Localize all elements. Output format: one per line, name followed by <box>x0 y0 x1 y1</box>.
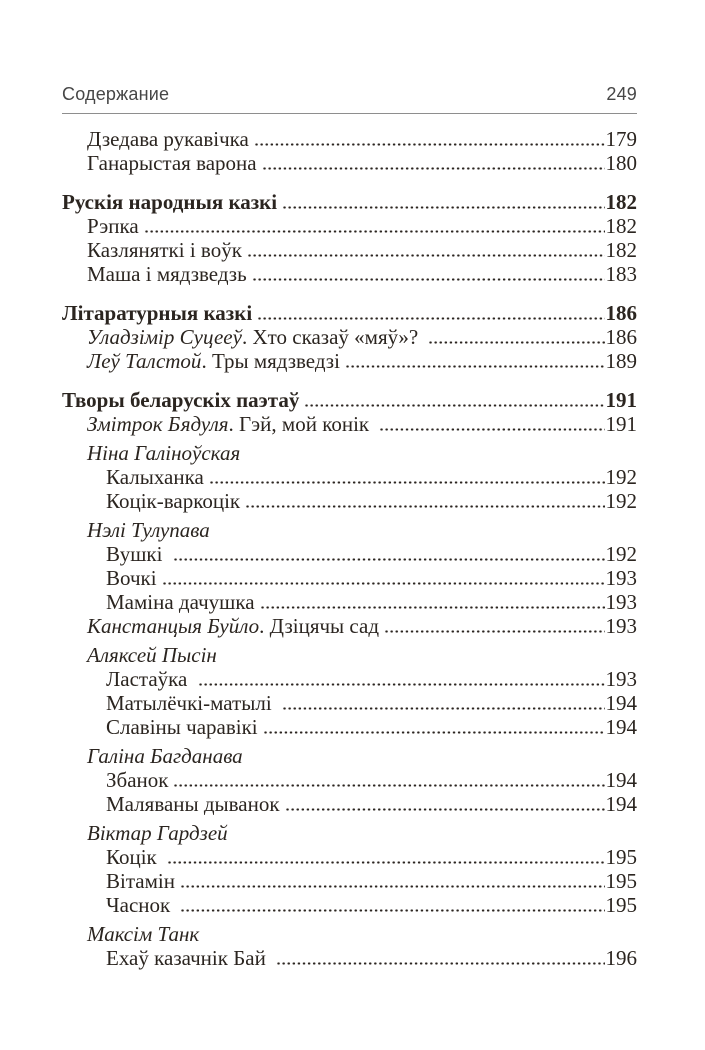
toc-page-number: 182 <box>605 190 637 214</box>
folio-page-number: 249 <box>606 84 637 104</box>
toc-entry-row <box>62 349 637 373</box>
dot-leader <box>173 545 605 561</box>
toc-entry-title: . Гэй, мой конік <box>228 412 375 436</box>
toc-entry-title: Вочкі <box>106 566 157 590</box>
dot-leader <box>257 304 604 320</box>
toc-entry-title: Ехаў казачнік Бай <box>106 946 272 970</box>
toc-page-number: 193 <box>605 566 637 590</box>
toc-page-number: 193 <box>605 590 637 614</box>
dot-leader <box>276 949 604 965</box>
toc-page-number: 193 <box>605 614 637 638</box>
dot-leader <box>428 328 604 344</box>
toc-entry-title: Дзедава рукавічка <box>87 127 249 151</box>
toc-entry-title: Вушкі <box>106 542 168 566</box>
toc-author-row <box>62 518 637 542</box>
toc-author-row <box>62 744 637 768</box>
toc-entry-row <box>62 893 637 917</box>
dot-leader <box>260 593 605 609</box>
toc-entry-title: Маша і мядзведзь <box>87 262 247 286</box>
toc-page-number: 189 <box>605 349 637 373</box>
header-rule <box>62 113 637 114</box>
dot-leader <box>209 468 605 484</box>
toc-page-number: 186 <box>605 325 637 349</box>
toc-entry-row <box>62 238 637 262</box>
toc-entry-row <box>62 768 637 792</box>
toc-page-number: 193 <box>605 667 637 691</box>
toc-author-name: Канстанцыя Буйло <box>87 614 260 638</box>
toc-author-name: Уладзімір Суцееў <box>87 325 242 349</box>
toc-entry-row <box>62 590 637 614</box>
toc-page-number: 192 <box>605 542 637 566</box>
toc-entry-title: Калыханка <box>106 465 204 489</box>
toc-page-number: 194 <box>605 792 637 816</box>
toc-entry-row <box>62 614 637 638</box>
toc-author-name: Аляксей Пысін <box>87 643 217 667</box>
toc-entry-title: Коцік <box>106 845 162 869</box>
dot-leader <box>198 670 605 686</box>
toc-entry-row <box>62 792 637 816</box>
dot-leader <box>384 617 604 633</box>
dot-leader <box>345 352 605 368</box>
toc-page-number: 195 <box>605 869 637 893</box>
toc-entry-title: Матылёчкі-матылі <box>106 691 277 715</box>
toc-page-number: 192 <box>605 489 637 513</box>
toc-page-number: 182 <box>605 214 637 238</box>
toc-author-name: Леў Талстой <box>87 349 202 373</box>
dot-leader <box>247 241 605 257</box>
toc-entry-title: . Тры мядзведзі <box>201 349 340 373</box>
toc-entry-row <box>62 127 637 151</box>
toc-author-name: Змітрок Бядуля <box>87 412 229 436</box>
toc-entry-title: . Дзіцячы сад <box>259 614 380 638</box>
toc-page-number: 183 <box>605 262 637 286</box>
toc-entry-row <box>62 325 637 349</box>
dot-leader <box>254 130 605 146</box>
toc-page-number: 196 <box>605 946 637 970</box>
dot-leader <box>304 391 604 407</box>
toc-entry-row <box>62 845 637 869</box>
toc-author-row <box>62 821 637 845</box>
running-title: Содержание <box>62 84 170 104</box>
toc-page-number: 194 <box>605 715 637 739</box>
toc-entry-row <box>62 667 637 691</box>
toc-entry-title: Збанок <box>106 768 169 792</box>
toc-page-number: 195 <box>605 845 637 869</box>
toc-entry-row <box>62 691 637 715</box>
dot-leader <box>263 718 605 734</box>
dot-leader <box>285 795 605 811</box>
toc-entry-row <box>62 946 637 970</box>
toc-entry-row <box>62 412 637 436</box>
toc-author-row <box>62 922 637 946</box>
toc-entry-title: Славіны чаравікі <box>106 715 258 739</box>
toc-author-row <box>62 441 637 465</box>
dot-leader <box>180 896 604 912</box>
dot-leader <box>173 771 604 787</box>
toc-entry-title: Маміна дачушка <box>106 590 255 614</box>
toc-entry-title: Ластаўка <box>106 667 193 691</box>
toc-entry-title: Рускія народныя казкі <box>62 190 278 214</box>
dot-leader <box>167 848 605 864</box>
toc-section-row <box>62 301 637 325</box>
toc-page-number: 179 <box>605 127 637 151</box>
toc-entry-title: Літаратурныя казкі <box>62 301 253 325</box>
toc-author-name: Нэлі Тулупава <box>87 518 210 542</box>
page-header <box>62 84 637 105</box>
toc-page-number: 182 <box>605 238 637 262</box>
toc-entry-row <box>62 869 637 893</box>
toc-page-number: 186 <box>605 301 637 325</box>
toc-entry-row <box>62 566 637 590</box>
toc-entry-row <box>62 262 637 286</box>
toc-page-number: 194 <box>605 768 637 792</box>
toc-page-number: 180 <box>605 151 637 175</box>
dot-leader <box>162 569 605 585</box>
toc-entry-title: Вітамін <box>106 869 175 893</box>
toc-entry-title: Рэпка <box>87 214 139 238</box>
toc-section-row <box>62 190 637 214</box>
toc-entry-title: Коцік-варкоцік <box>106 489 241 513</box>
toc-entry-title: Маляваны дыванок <box>106 792 280 816</box>
toc-entry-row <box>62 465 637 489</box>
dot-leader <box>282 193 604 209</box>
toc-author-name: Віктар Гардзей <box>87 821 228 845</box>
toc-entry-row <box>62 214 637 238</box>
toc-entry-row <box>62 151 637 175</box>
toc-entry-title: Творы беларускіх паэтаў <box>62 388 300 412</box>
toc-author-name: Галіна Багданава <box>87 744 243 768</box>
toc-list <box>62 127 637 970</box>
dot-leader <box>180 872 605 888</box>
toc-entry-title: Ганарыстая варона <box>87 151 257 175</box>
dot-leader <box>262 154 605 170</box>
dot-leader <box>245 492 604 508</box>
toc-section-row <box>62 388 637 412</box>
toc-page-number: 191 <box>605 412 637 436</box>
toc-entry-row <box>62 542 637 566</box>
toc-author-row <box>62 643 637 667</box>
dot-leader <box>379 415 604 431</box>
toc-author-name: Максім Танк <box>87 922 200 946</box>
dot-leader <box>144 217 605 233</box>
toc-entry-title: . Хто сказаў «мяў»? <box>241 325 424 349</box>
toc-entry-row <box>62 489 637 513</box>
toc-author-name: Ніна Галіноўская <box>87 441 241 465</box>
dot-leader <box>282 694 605 710</box>
toc-page-number: 191 <box>605 388 637 412</box>
toc-entry-title: Часнок <box>106 893 176 917</box>
toc-page-number: 194 <box>605 691 637 715</box>
toc-entry-row <box>62 715 637 739</box>
toc-page-number: 195 <box>605 893 637 917</box>
toc-entry-title: Казляняткі і воўк <box>87 238 242 262</box>
dot-leader <box>252 265 605 281</box>
toc-page-number: 192 <box>605 465 637 489</box>
